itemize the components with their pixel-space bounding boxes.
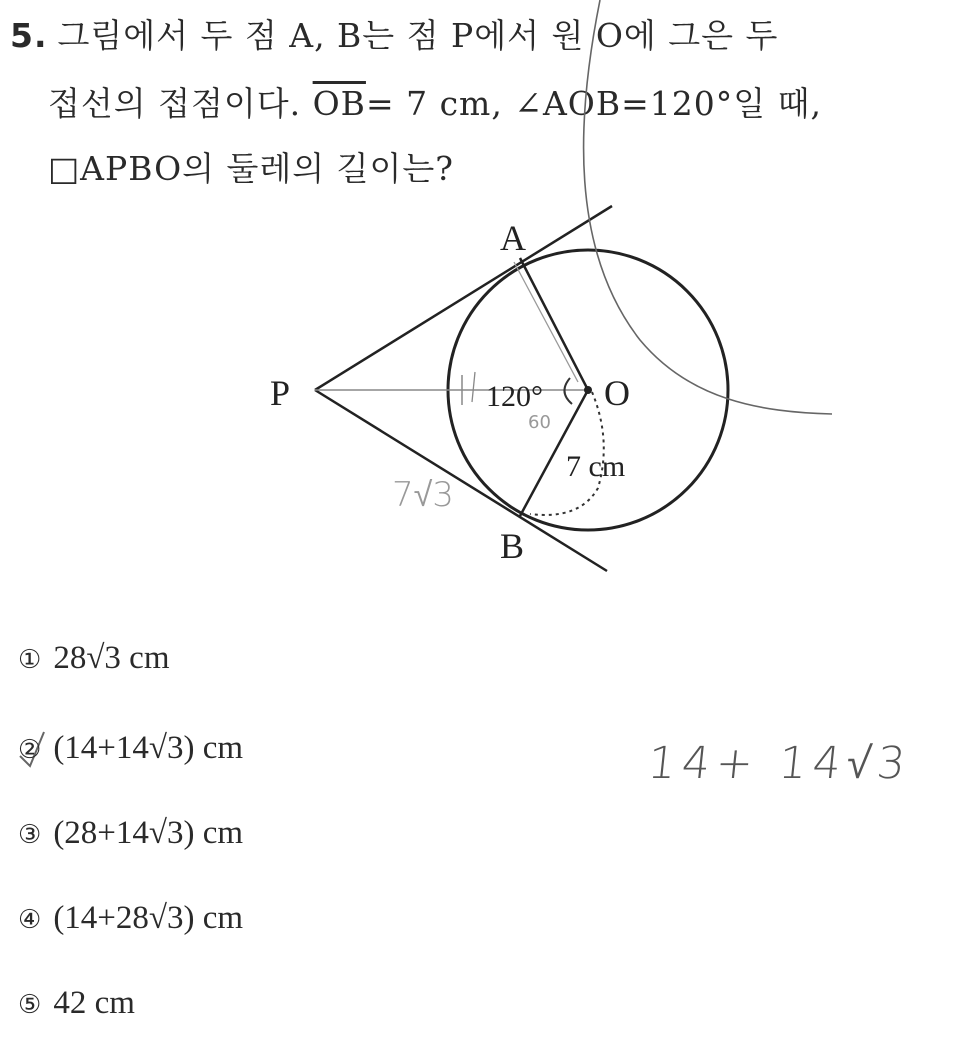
label-o: O — [604, 373, 630, 413]
choice-text: (14+14√3) cm — [53, 730, 244, 766]
pencil-note-pb: 7√3 — [392, 475, 454, 515]
choice-text: 42 cm — [53, 985, 135, 1021]
problem-text-2-post: = 7 cm, ∠AOB=120°일 때, — [365, 84, 822, 123]
choice-mark: ② — [18, 735, 42, 765]
pencil-four — [472, 372, 475, 402]
pencil-ao — [514, 262, 578, 382]
choice-1 — [18, 640, 170, 677]
choice-5 — [18, 985, 135, 1022]
problem-text-2-pre: 접선의 접점이다. — [48, 84, 313, 123]
radius-oa — [520, 258, 588, 390]
choice-mark: ③ — [18, 820, 42, 850]
label-p: P — [270, 373, 291, 413]
choice-mark: ⑤ — [18, 990, 42, 1020]
angle-label: 120° — [486, 380, 543, 413]
choice-text: (28+14√3) cm — [53, 815, 244, 851]
choice-mark: ④ — [18, 905, 42, 935]
choice-text: 28√3 cm — [53, 640, 170, 676]
problem-text-1: 그림에서 두 점 A, B는 점 P에서 원 O에 그은 두 — [57, 16, 779, 55]
choice-2 — [18, 730, 243, 767]
tangent-pb — [315, 390, 607, 571]
label-a: A — [500, 218, 526, 258]
pencil-note-angle: 60 — [528, 412, 551, 433]
problem-text-3: □APBO의 둘레의 길이는? — [48, 149, 454, 188]
choice-mark: ① — [18, 645, 42, 675]
choice-4 — [18, 900, 243, 937]
angle-arc — [564, 378, 572, 404]
pencil-curve — [584, 0, 832, 414]
length-label: 7 cm — [566, 450, 626, 483]
center-point — [584, 386, 592, 394]
problem-number: 5. — [10, 16, 48, 55]
choice-3 — [18, 815, 243, 852]
label-b: B — [500, 526, 525, 566]
segment-ob: $\overline{OB}$ — [312, 84, 366, 123]
choice-text: (14+28√3) cm — [53, 900, 244, 936]
handwritten-answer: 14+ 14√3 — [645, 738, 914, 789]
